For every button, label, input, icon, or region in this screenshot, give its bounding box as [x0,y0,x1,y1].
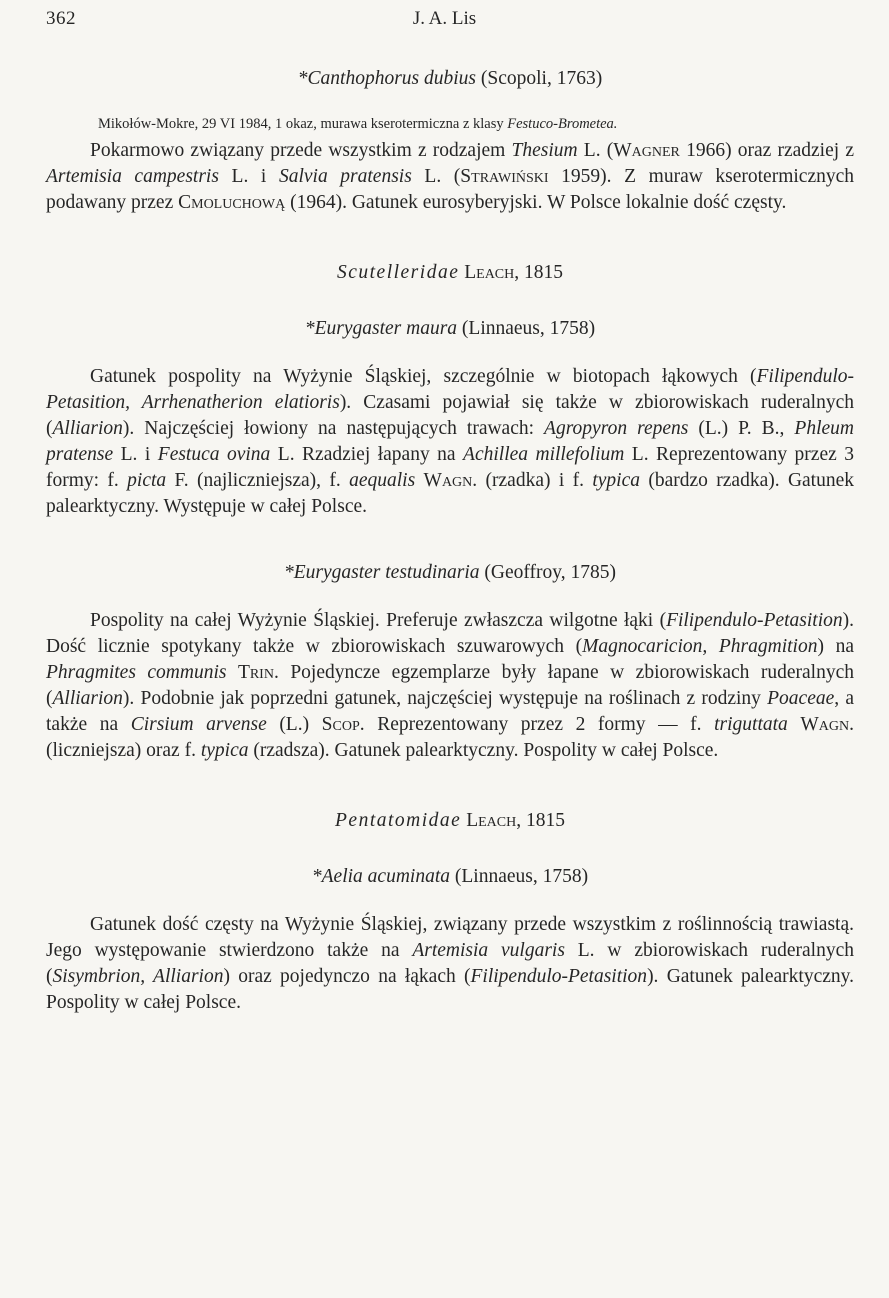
family-year: , 1815 [516,810,565,831]
taxon-name: Alliarion [52,418,123,439]
text-run: 1966) oraz rzadziej z [679,140,855,161]
species-name: *Aelia acuminata [311,866,450,887]
species-description [46,608,854,764]
family-name: Pentatomidae [335,810,462,831]
form-name: typica [200,740,249,761]
text-run: L. i [113,444,158,465]
species-heading [46,560,854,586]
text-run: Gatunek pospolity na Wyżynie Śląskiej, szczególnie w biotopach łąkowych ( [90,366,757,387]
cited-author: Cmoluchową [178,192,286,213]
text-run: ). Gatunek palearktyczny. Pospolity w całej Polsce. [46,966,854,1013]
cited-author: Strawiński [460,166,549,187]
text-run: Gatunek dość częsty na Wyżynie Śląskiej, związany przede wszystkim z roślinnością trawiastą. Jego występowanie stwierdzono także na [46,914,854,961]
text-run: (L.) P. B., [688,418,795,439]
taxon-name: Artemisia vulgaris [412,940,565,961]
page-header [46,8,843,38]
text-run: L. i [218,166,279,187]
text-run: (liczniejsza) oraz f. [46,740,201,761]
species-description [46,364,854,520]
species-author: (Linnaeus, 1758) [461,318,596,339]
family-author: Leach [466,810,517,831]
taxon-name: Sisymbrion, Alliarion [52,966,224,987]
running-head: J. A. Lis [412,8,477,29]
text-run [788,714,801,735]
text-run: (bardzo rzadka). Gatunek palearktyczny. Występuje w całej Polsce. [46,470,855,517]
page-number: 362 [46,8,76,29]
text-run: ). Czasami pojawiał się także w zbiorowiskach ruderalnych ( [46,392,854,439]
text-run: Pojedyncze egzemplarze były łapane w zbiorowiskach ruderalnych ( [46,662,854,709]
text-run: F. (najliczniejsza), f. [166,470,350,491]
text-run: Pospolity na całej Wyżynie Śląskiej. Preferuje zwłaszcza wilgotne łąki ( [90,610,667,631]
taxon-name: Artemisia campestris [46,166,219,187]
text-run: L. ( [411,166,461,187]
family-heading [46,260,854,286]
cited-author: Wagn. [800,714,855,735]
taxon-name: Alliarion [52,688,123,709]
text-run: Pokarmowo związany przede wszystkim z rodzajem [90,140,512,161]
family-name: Scutelleridae [336,262,460,283]
species-author: (Linnaeus, 1758) [454,866,589,887]
form-name: aequalis [349,470,416,491]
species-heading [46,66,854,92]
text-run: ) oraz pojedynczo na łąkach ( [223,966,471,987]
text-run: (L.) [266,714,322,735]
text-run: , a także na [46,688,854,735]
form-name: typica [592,470,640,491]
taxon-name: Salvia pratensis [278,166,412,187]
cited-author: Scop. [321,714,365,735]
text-run: ). Najczęściej łowiony na następujących trawach: [122,418,545,439]
species-name: *Eurygaster maura [304,318,458,339]
cited-author: Wagn. [423,470,478,491]
text-run: Reprezentowany przez 2 formy — f. [364,714,715,735]
page-body [46,66,854,1016]
taxon-name: Filipendulo-Petasition [470,966,648,987]
family-heading [46,808,854,834]
taxon-name: Cirsium arvense [130,714,267,735]
taxon-name: Phleum pratense [46,418,854,465]
text-run: ) na [817,636,854,657]
locality-text: Mikołów-Mokre, 29 VI 1984, 1 okaz, murawa kserotermiczna z klasy [98,116,508,132]
form-name: picta [127,470,167,491]
cited-author: Wagner [613,140,680,161]
taxon-name: Poaceae [767,688,835,709]
text-run: (rzadka) i f. [477,470,593,491]
plant-class-name: Festuco-Brometea. [507,116,618,132]
species-heading [46,316,854,342]
taxon-name: Achillea millefolium [463,444,625,465]
species-heading [46,864,854,890]
text-run: L. ( [577,140,614,161]
taxon-name: Magnocaricion, Phragmition [582,636,818,657]
taxon-name: Filipendulo-Petasition, Arrhenatherion elatioris [46,366,854,413]
taxon-name: Filipendulo-Petasition [666,610,843,631]
taxon-name: Phragmites communis [46,662,227,683]
text-run [226,662,237,683]
form-name: triguttata [714,714,788,735]
text-run: (1964). Gatunek eurosyberyjski. W Polsce lokalnie dość częsty. [285,192,787,213]
taxon-name: Agropyron repens [544,418,689,439]
species-name: *Canthophorus dubius [297,68,477,89]
text-run: L. Reprezentowany przez 3 formy: f. [46,444,854,491]
text-run: L. w zbiorowiskach ruderalnych ( [46,940,854,987]
family-author: Leach [464,262,515,283]
taxon-name: Festuca ovina [157,444,271,465]
text-run [415,470,423,491]
locality-record [46,114,854,134]
family-year: , 1815 [514,262,564,283]
text-run: ). Dość licznie spotykany także w zbiorowiskach szuwarowych ( [46,610,854,657]
species-description [46,138,854,216]
species-author: (Geoffroy, 1785) [484,562,616,583]
species-name: *Eurygaster testudinaria [283,562,480,583]
text-run: L. Rzadziej łapany na [270,444,464,465]
text-run: 1959). Z muraw kserotermicznych podawany przez [46,166,855,213]
species-description [46,912,854,1016]
cited-author: Trin. [237,662,279,683]
species-author: (Scopoli, 1763) [480,68,603,89]
text-run: (rzadsza). Gatunek palearktyczny. Pospolity w całej Polsce. [248,740,719,761]
text-run: ). Podobnie jak poprzedni gatunek, najczęściej występuje na roślinach z rodziny [122,688,768,709]
taxon-name: Thesium [511,140,578,161]
